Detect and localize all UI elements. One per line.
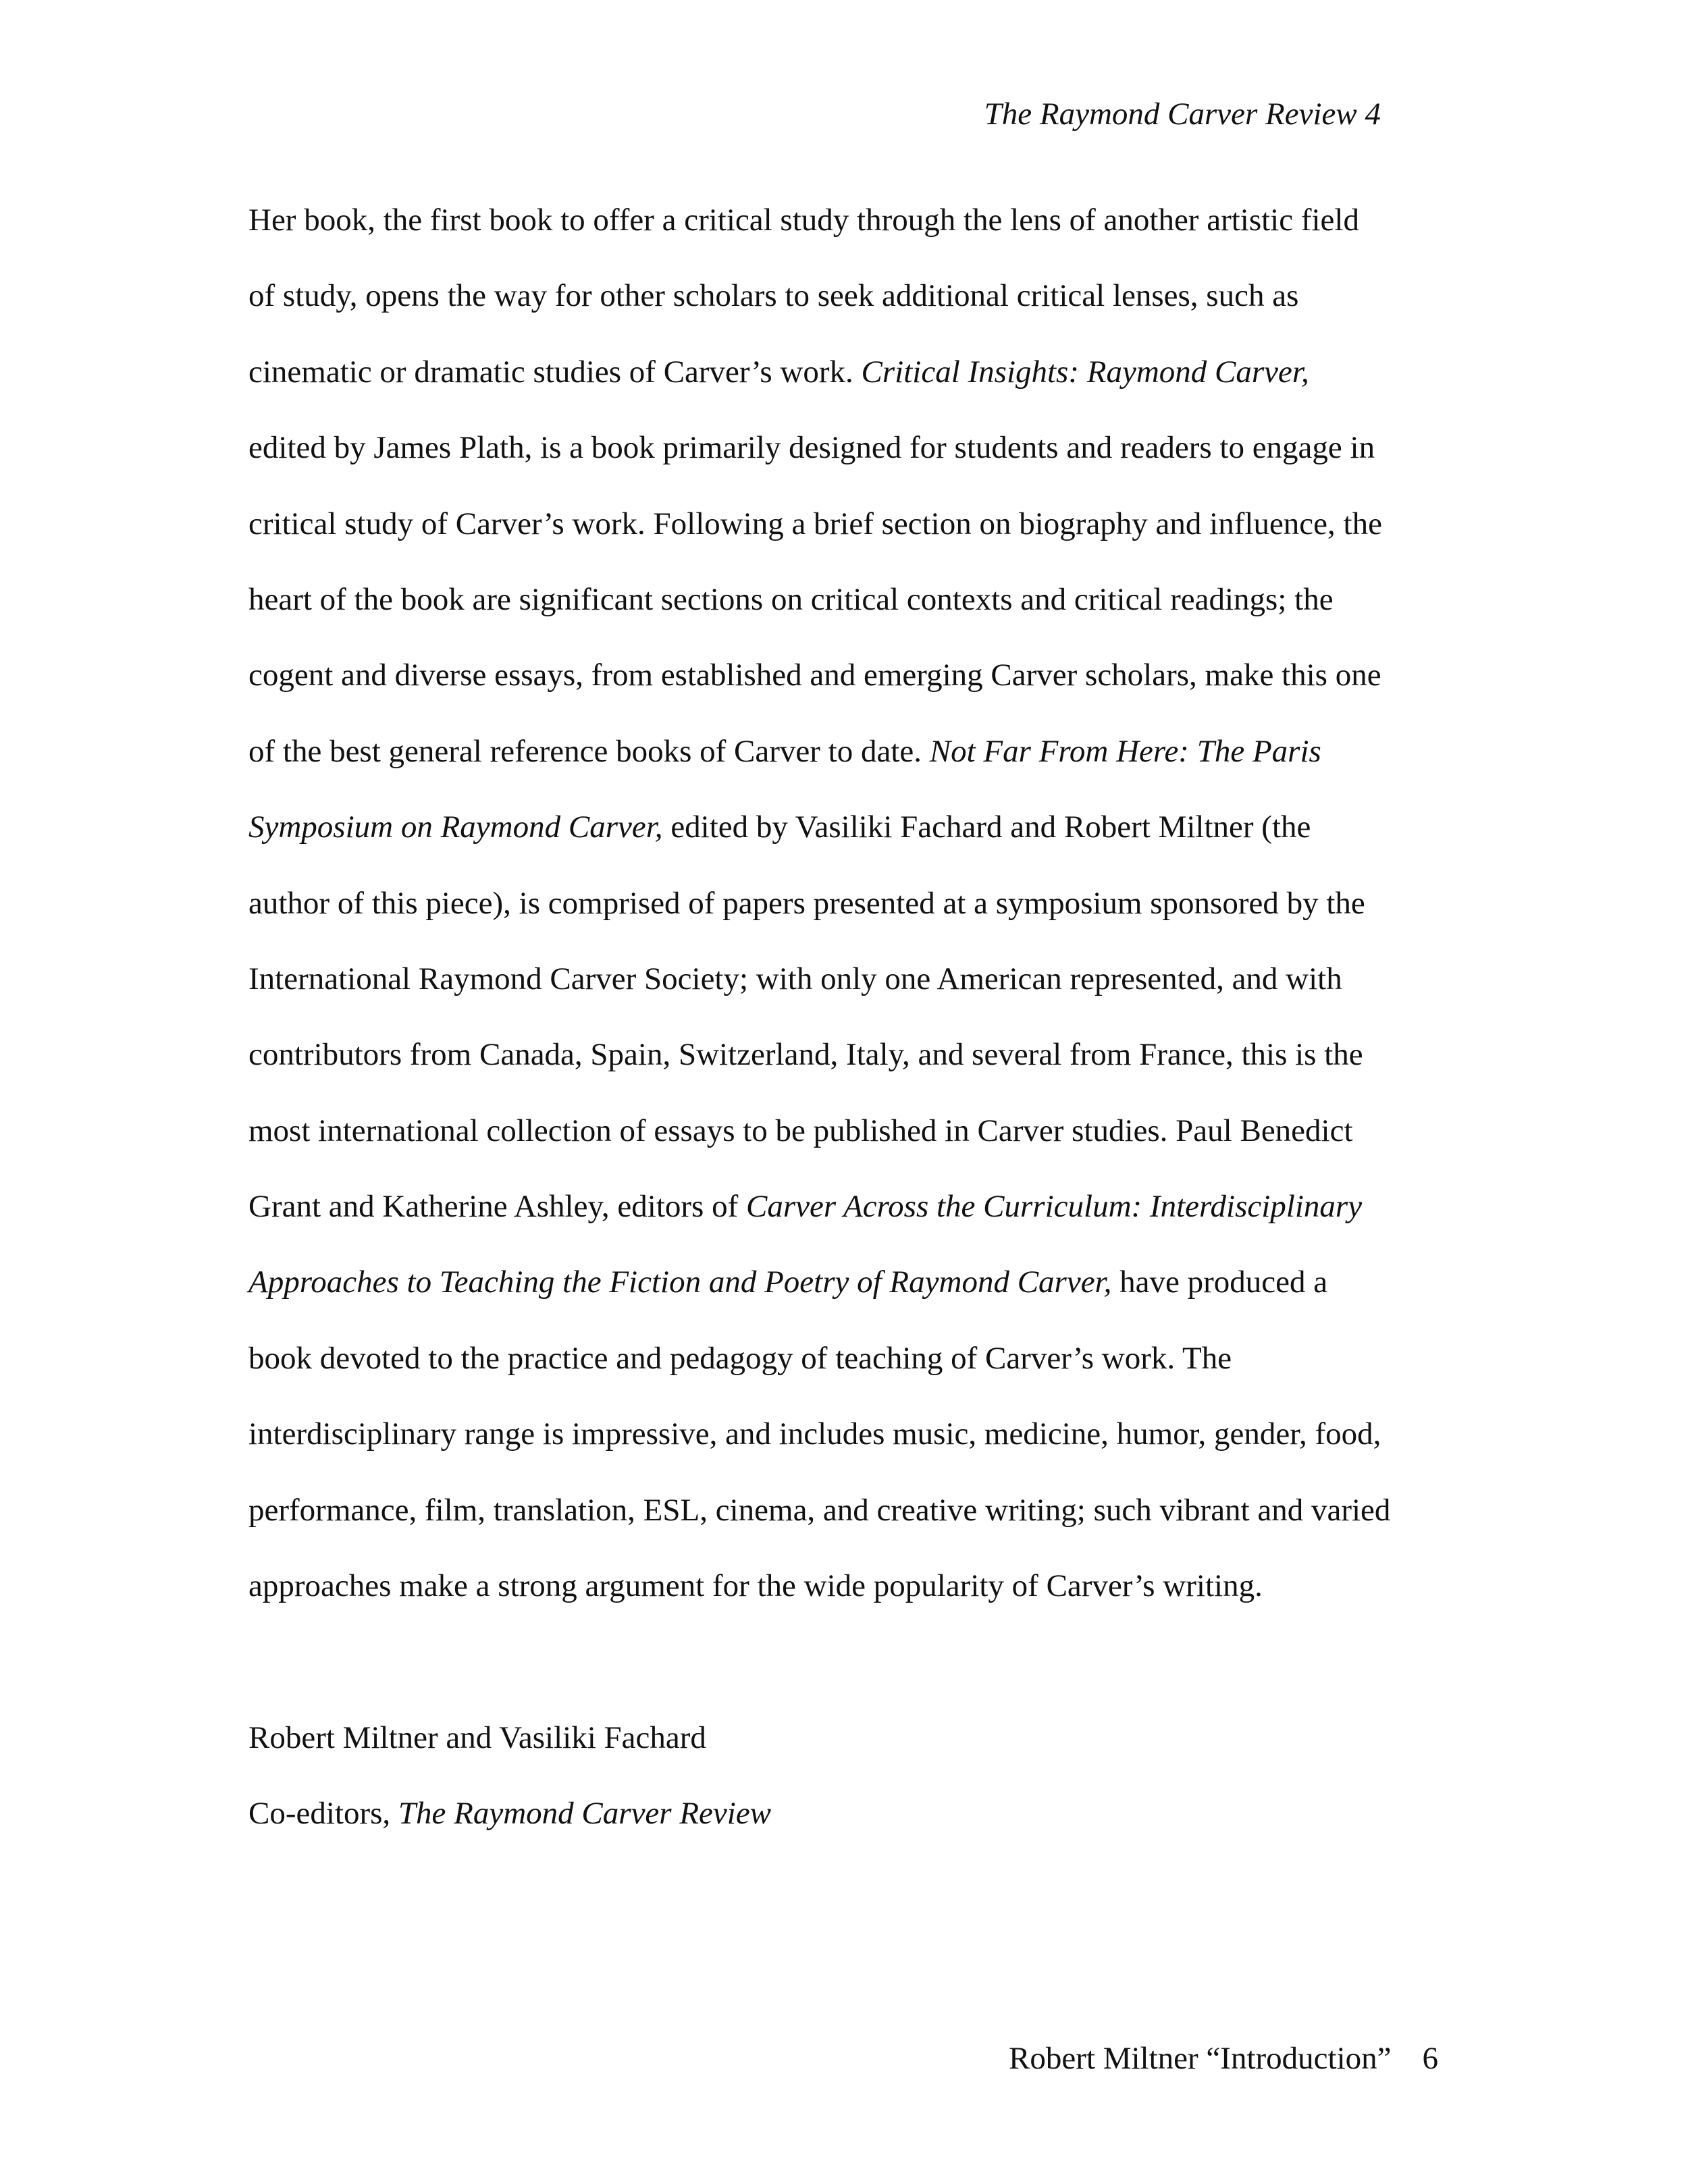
- body-line: [248, 803, 1450, 878]
- body-text: have produced a: [1111, 1264, 1328, 1300]
- page-number: 6: [1422, 2041, 1438, 2076]
- body-line: [248, 348, 1450, 423]
- body-text: performance, film, translation, ESL, cinema, and creative writing; such vibrant and varied: [248, 1492, 1391, 1528]
- body-text: Her book, the first book to offer a critical study through the lens of another artistic field: [248, 203, 1359, 238]
- signature-names: Robert Miltner and Vasiliki Fachard: [248, 1720, 706, 1755]
- body-line: [248, 955, 1450, 1030]
- signature-role-prefix: Co-editors,: [248, 1796, 398, 1831]
- body-line: [248, 500, 1450, 575]
- body-text: interdisciplinary range is impressive, and includes music, medicine, humor, gender, food,: [248, 1416, 1381, 1452]
- footer-label: Robert Miltner “Introduction”: [1009, 2041, 1392, 2076]
- body-line: [248, 1410, 1450, 1485]
- body-line: [248, 1562, 1450, 1637]
- body-line: [248, 1030, 1450, 1106]
- italic-title-text: Approaches to Teaching the Fiction and Poetry of Raymond Carver,: [248, 1264, 1112, 1300]
- body-text: of study, opens the way for other scholars to seek additional critical lenses, such as: [248, 278, 1299, 314]
- italic-title-text: Carver Across the Curriculum: Interdisciplinary: [746, 1189, 1363, 1225]
- body-line: [248, 651, 1450, 726]
- body-text: contributors from Canada, Spain, Switzerland, Italy, and several from France, this is the: [248, 1037, 1363, 1073]
- body-text: book devoted to the practice and pedagogy of teaching of Carver’s work. The: [248, 1340, 1232, 1376]
- italic-title-text: Symposium on Raymond Carver,: [248, 809, 663, 845]
- body-text: cinematic or dramatic studies of Carver’s work.: [248, 354, 862, 390]
- body-text: author of this piece), is comprised of papers presented at a symposium sponsored by the: [248, 885, 1365, 921]
- body-line: [248, 196, 1450, 271]
- body-text: edited by James Plath, is a book primarily designed for students and readers to engage in: [248, 430, 1375, 466]
- body-line: [248, 727, 1450, 803]
- body-paragraph: [248, 196, 1450, 1637]
- italic-title-text: Not Far From Here: The Paris: [929, 733, 1321, 769]
- body-line: [248, 1258, 1450, 1333]
- body-line: [248, 1107, 1450, 1182]
- signature-publication-title: The Raymond Carver Review: [398, 1796, 772, 1831]
- running-header: The Raymond Carver Review 4: [984, 97, 1381, 132]
- page-footer: [1009, 2034, 1438, 2083]
- body-text: critical study of Carver’s work. Following a brief section on biography and influence, the: [248, 506, 1382, 541]
- body-text: International Raymond Carver Society; with only one American represented, and with: [248, 961, 1342, 996]
- body-line: [248, 1486, 1450, 1562]
- body-line: [248, 1334, 1450, 1410]
- body-text: most international collection of essays to be published in Carver studies. Paul Benedict: [248, 1113, 1353, 1148]
- signature-block: [248, 1713, 771, 1865]
- body-text: edited by Vasiliki Fachard and Robert Miltner (the: [662, 809, 1311, 845]
- body-line: [248, 879, 1450, 955]
- body-line: [248, 575, 1450, 651]
- body-text: cogent and diverse essays, from established and emerging Carver scholars, make this one: [248, 658, 1381, 693]
- italic-title-text: Critical Insights: Raymond Carver,: [861, 354, 1309, 390]
- body-text: heart of the book are significant sections on critical contexts and critical readings; the: [248, 581, 1334, 617]
- body-line: [248, 271, 1450, 347]
- body-text: of the best general reference books of Carver to date.: [248, 733, 930, 769]
- signature-role: [248, 1789, 771, 1865]
- body-text: Grant and Katherine Ashley, editors of: [248, 1189, 746, 1225]
- body-text: approaches make a strong argument for the wide popularity of Carver’s writing.: [248, 1568, 1263, 1604]
- body-line: [248, 423, 1450, 499]
- body-line: [248, 1182, 1450, 1258]
